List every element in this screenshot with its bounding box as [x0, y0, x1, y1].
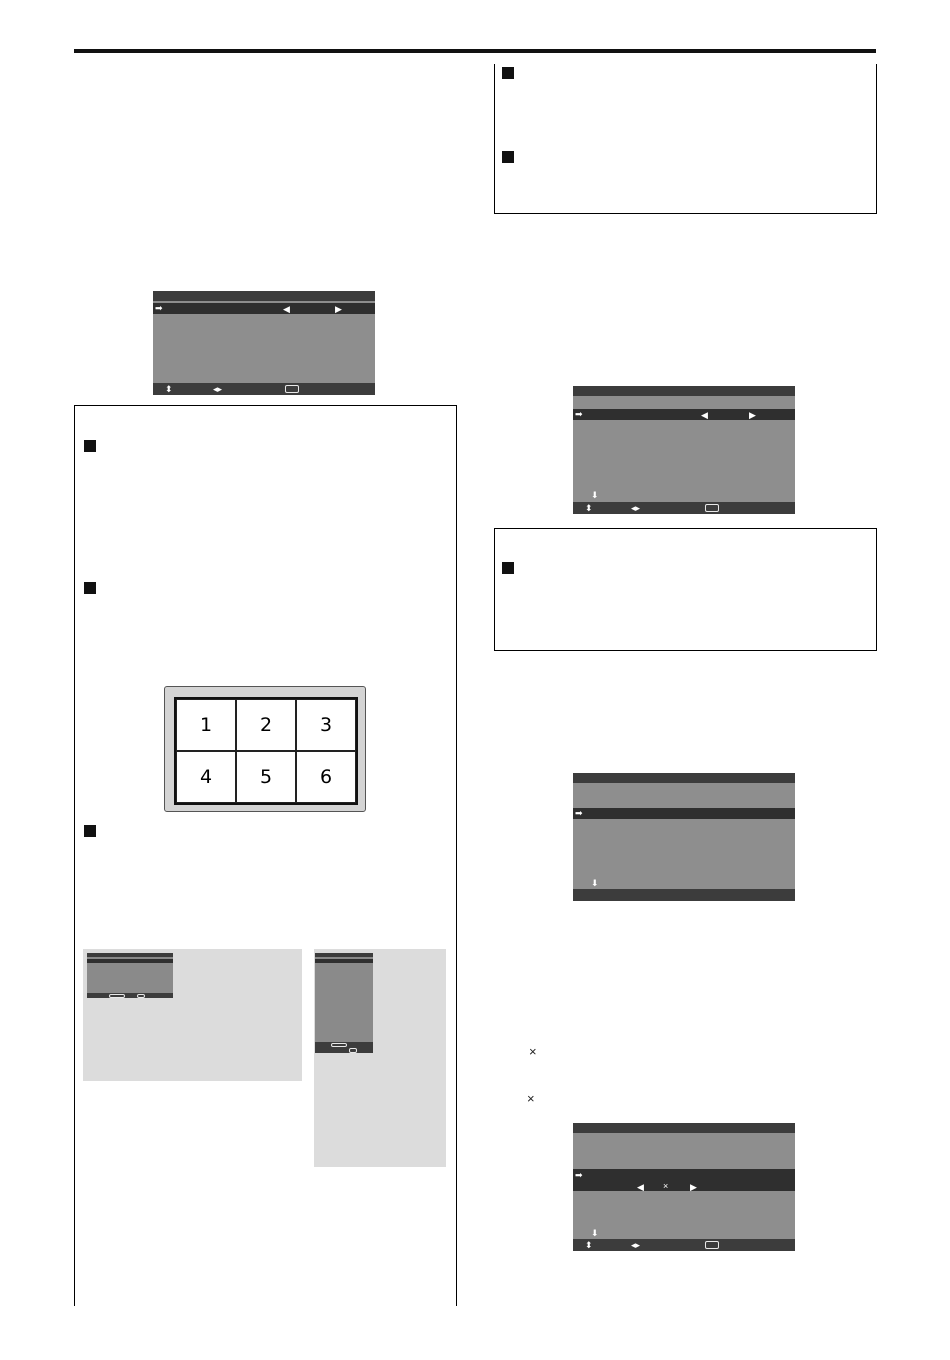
tile-2: 2 [236, 699, 296, 751]
up-down-arrows-icon: ⬍ [165, 384, 173, 394]
bullet-square [84, 582, 96, 594]
button-outline [705, 504, 719, 512]
triangle-left-icon: ◀ [701, 410, 708, 420]
osd-menu-3 [573, 773, 795, 901]
multiply-sign: × [527, 1091, 535, 1106]
triangle-left-icon: ◀ [283, 304, 290, 314]
bullet-square [502, 562, 514, 574]
arrow-right-icon: ➡ [155, 303, 163, 313]
header-rule [74, 49, 876, 53]
arrow-right-icon: ➡ [575, 1170, 583, 1180]
bullet-square [502, 151, 514, 163]
left-right-arrows-icon: ◂▸ [631, 1240, 641, 1250]
left-info-box [74, 405, 457, 1306]
arrow-right-icon: ➡ [575, 808, 583, 818]
triangle-right-icon: ▶ [335, 304, 342, 314]
triangle-right-icon: ▶ [690, 1182, 697, 1192]
up-down-arrows-icon: ⬍ [585, 503, 593, 513]
osd-menu-2 [573, 386, 795, 514]
triangle-left-icon: ◀ [637, 1182, 644, 1192]
button-outline [285, 385, 299, 393]
right-middle-info-box [494, 528, 877, 651]
osd-menu-4 [573, 1123, 795, 1251]
arrow-down-icon: ⬇ [591, 878, 599, 888]
tile-6: 6 [296, 751, 356, 803]
bullet-square [84, 825, 96, 837]
left-right-arrows-icon: ◂▸ [213, 384, 223, 394]
up-down-arrows-icon: ⬍ [585, 1240, 593, 1250]
osd-menu-1 [153, 291, 375, 395]
bullet-square [84, 440, 96, 452]
tile-1: 1 [176, 699, 236, 751]
multiply-sign: × [663, 1181, 669, 1191]
triangle-right-icon: ▶ [749, 410, 756, 420]
tile-5: 5 [236, 751, 296, 803]
multiply-sign: × [529, 1044, 537, 1059]
tile-matrix-illustration [164, 686, 366, 812]
arrow-down-icon: ⬇ [591, 490, 599, 500]
mini-osd-portrait [315, 953, 373, 1053]
tile-3: 3 [296, 699, 356, 751]
left-right-arrows-icon: ◂▸ [631, 503, 641, 513]
tile-4: 4 [176, 751, 236, 803]
button-outline [705, 1241, 719, 1249]
bullet-square [502, 67, 514, 79]
arrow-down-icon: ⬇ [591, 1228, 599, 1238]
right-top-info-box [494, 64, 877, 214]
mini-osd-landscape [87, 953, 173, 998]
arrow-right-icon: ➡ [575, 409, 583, 419]
